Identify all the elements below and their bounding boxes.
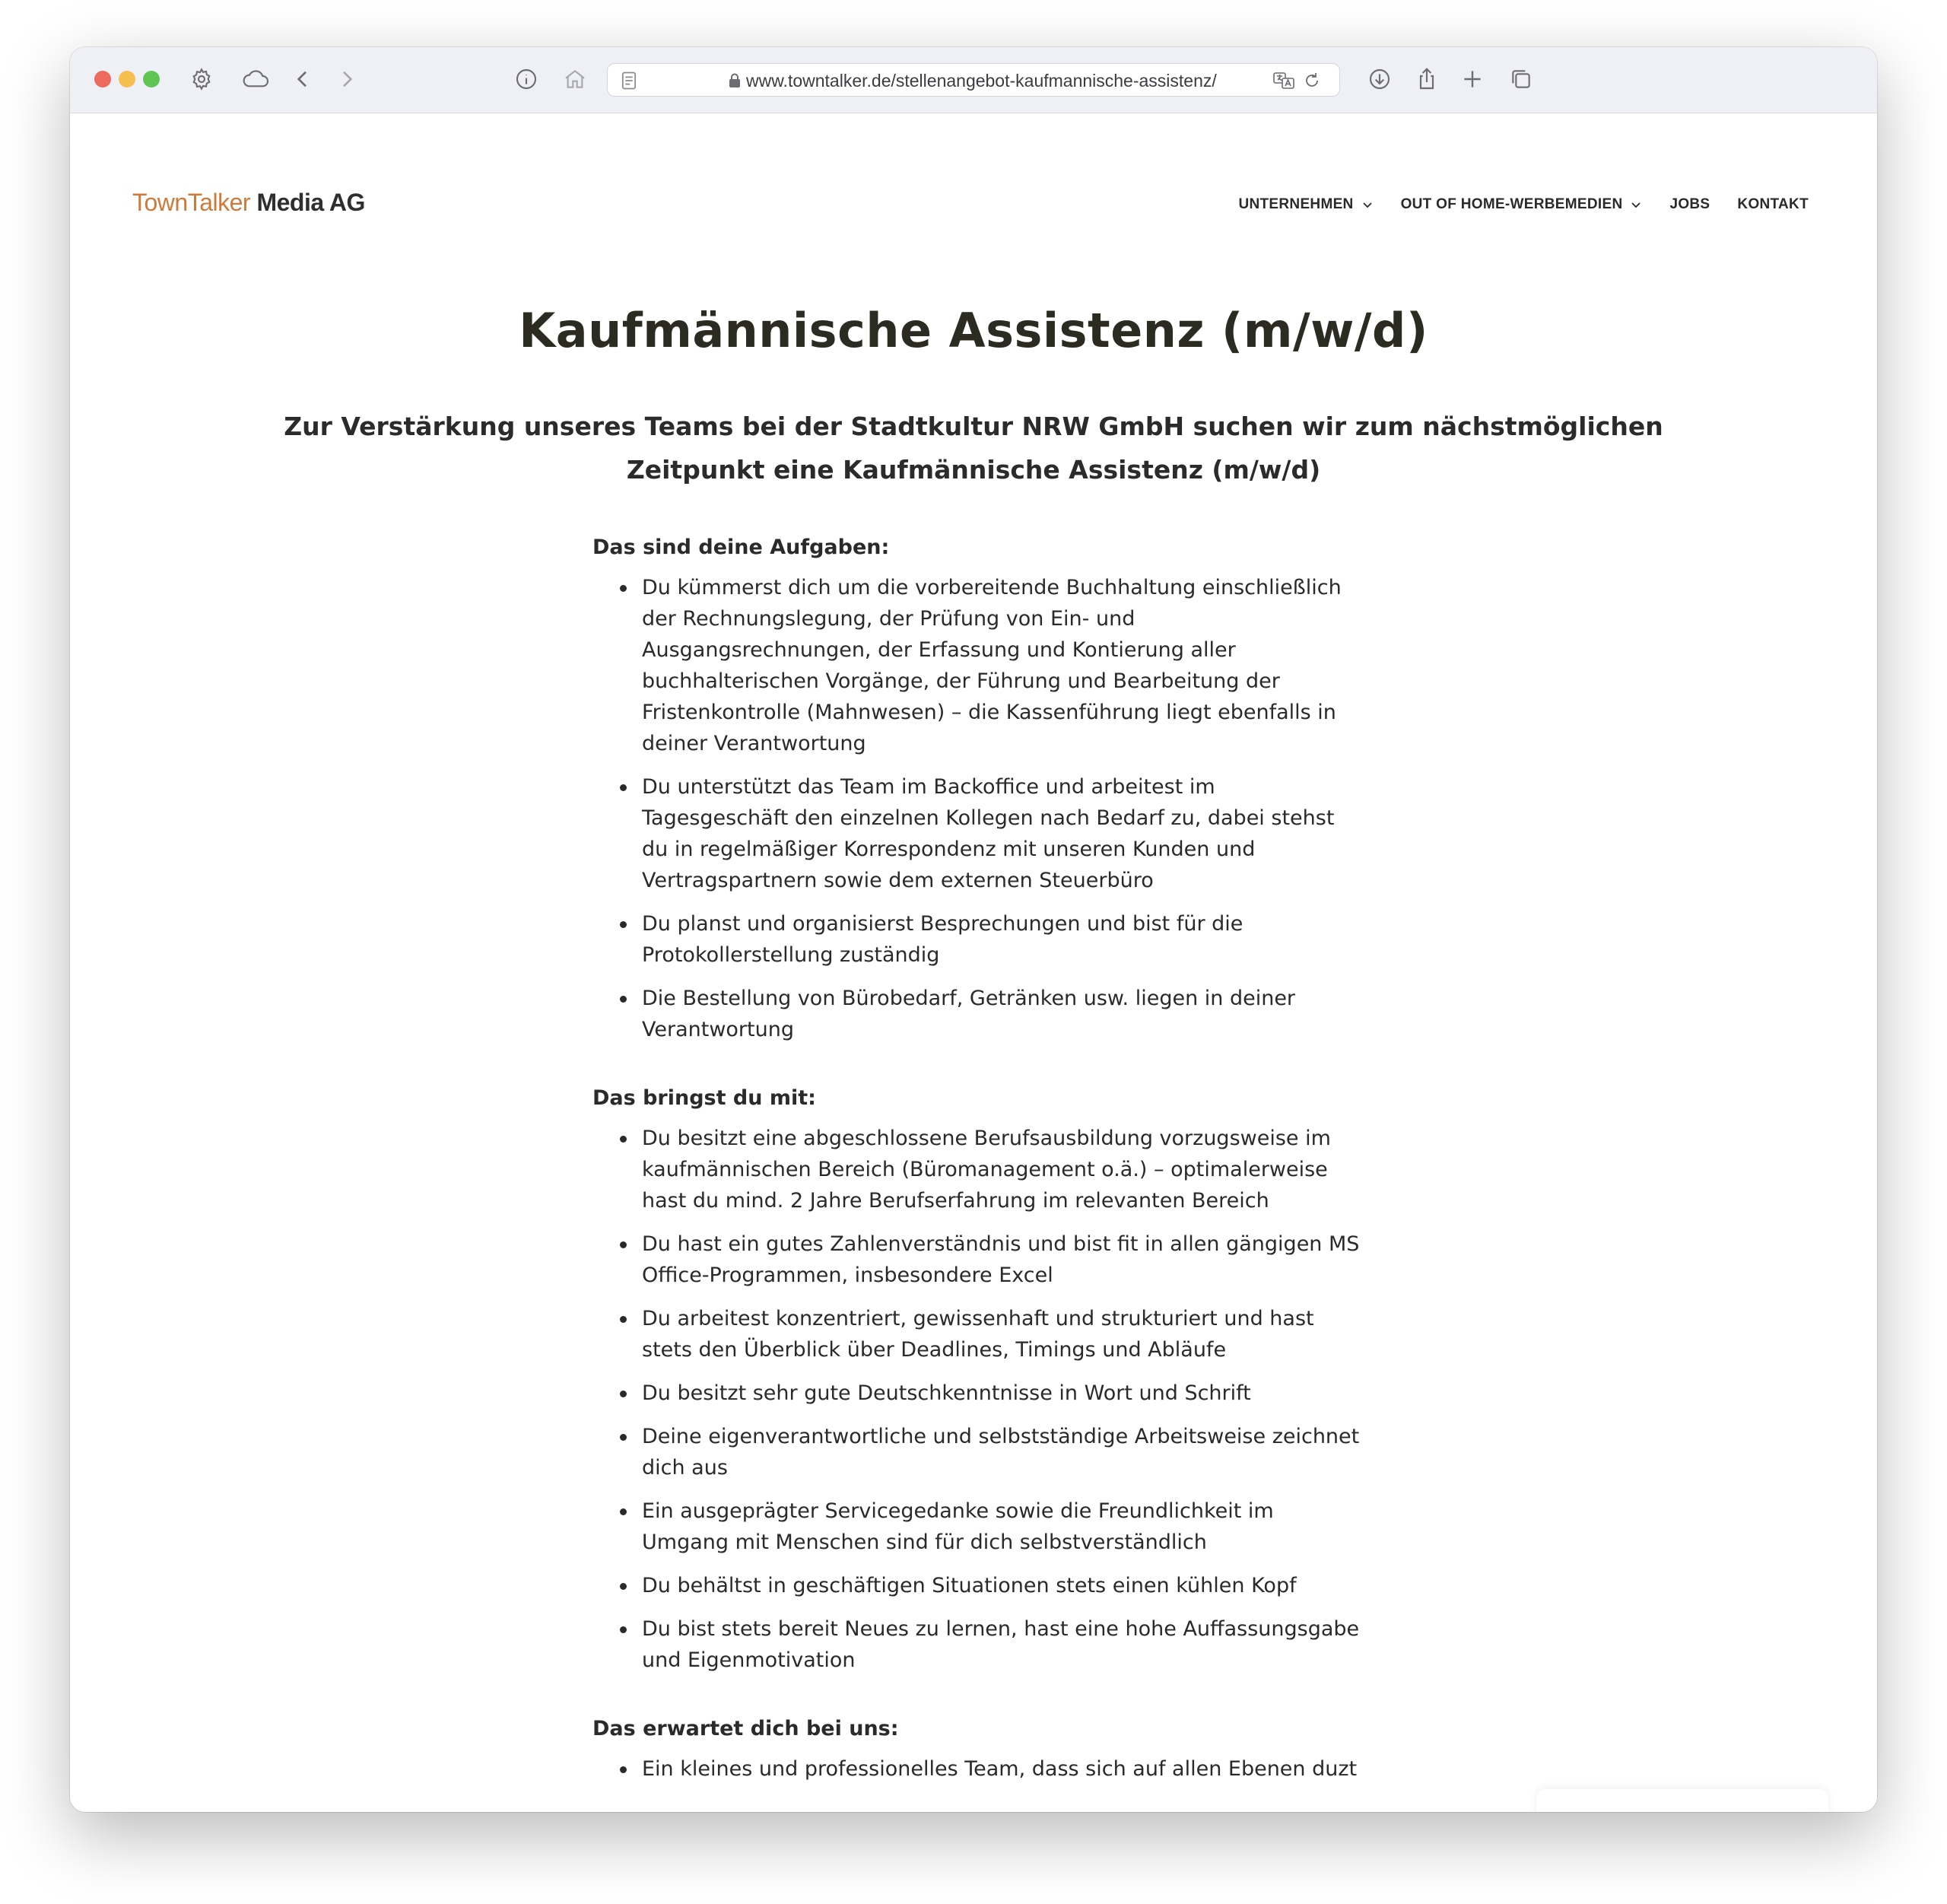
job-description [592,532,1361,1812]
bullet-list [592,1123,1361,1676]
nav-item-jobs[interactable] [1669,196,1710,213]
nav-item-out-of-home-werbemedien[interactable] [1401,196,1643,213]
list-item: Du kümmerst dich um die vorbereitende Buchhaltung einschließlich der Rechnungslegung, der Prüfung von Ein- und Ausgangsrechnungen, der Erfassung und Kontierung aller buchhalterischen Vorgänge, der Führung und Bearbeitung der Fristenkontrolle (Mahnwesen) – die Kassenführung liegt ebenfalls in deiner Verantwortung [592,572,1361,759]
nav-label: UNTERNEHMEN [1238,196,1354,212]
translate-icon[interactable] [1272,71,1295,91]
nav-label: JOBS [1669,196,1710,212]
forward-icon[interactable] [333,65,360,93]
share-icon[interactable] [1413,65,1440,93]
section-heading: Das bringst du mit: [592,1086,816,1110]
url-text[interactable]: www.towntalker.de/stellenangebot-kaufmannische-assistenz/ [746,71,1217,91]
section-requirements [592,1083,1361,1676]
list-item: Ein ausgeprägter Servicegedanke sowie die Freundlichkeit im Umgang mit Menschen sind für dich selbstverständlich [592,1496,1361,1558]
address-bar[interactable] [607,63,1340,97]
floating-widget[interactable] [1536,1789,1828,1812]
list-item: Du bist stets bereit Neues zu lernen, hast eine hohe Auffassungsgabe und Eigenmotivation [592,1613,1361,1676]
nav-item-kontakt[interactable] [1737,196,1809,213]
nav-item-unternehmen[interactable] [1238,196,1373,213]
page-title: Kaufmännische Assistenz (m/w/d) [519,303,1428,358]
list-item: Du besitzt sehr gute Deutschkenntnisse in Wort und Schrift [592,1378,1361,1409]
lock-icon [728,73,742,88]
reload-icon[interactable] [1303,72,1321,90]
settings-icon[interactable] [188,65,215,93]
bullet-list [592,572,1361,1045]
browser-toolbar [70,47,1877,113]
chevron-down-icon [1630,199,1642,211]
list-item: Du planst und organisierst Besprechungen und bist für die Protokollerstellung zuständig [592,908,1361,971]
info-icon[interactable] [513,65,540,93]
new-tab-icon[interactable] [1459,65,1486,93]
tabs-icon[interactable] [1507,65,1535,93]
section-tasks [592,532,1361,1045]
zoom-window-button[interactable] [143,71,160,87]
list-item: Du unterstützt das Team im Backoffice und arbeitest im Tagesgeschäft den einzelnen Kollegen nach Bedarf zu, dabei stehst du in regelmäßiger Korrespondenz mit unseren Kunden und Vertragspartnern sowie dem externen Steuerbüro [592,771,1361,896]
logo-part-towntalker: TownTalker [132,189,251,216]
list-item: Du hast ein gutes Zahlenverständnis und bist fit in allen gängigen MS Office-Programmen, insbesondere Excel [592,1229,1361,1291]
back-icon[interactable] [289,65,316,93]
logo-part-media-ag: Media AG [250,189,365,216]
section-benefits [592,1714,1361,1785]
list-item: Deine eigenverantwortliche und selbstständige Arbeitsweise zeichnet dich aus [592,1421,1361,1483]
bullet-list [592,1753,1361,1785]
nav-label: KONTAKT [1737,196,1809,212]
list-item: Du arbeitest konzentriert, gewissenhaft und strukturiert und hast stets den Überblick über Deadlines, Timings und Abläufe [592,1303,1361,1365]
site-logo[interactable] [132,189,365,217]
page-subtitle: Zur Verstärkung unseres Teams bei der Stadtkultur NRW GmbH suchen wir zum nächstmöglichen Zeitpunkt eine Kaufmännische Assistenz (m/w/d) [284,412,1663,485]
web-page [70,114,1877,1812]
page-icon[interactable] [618,70,640,91]
home-icon[interactable] [561,65,589,93]
section-heading: Das sind deine Aufgaben: [592,536,890,559]
minimize-window-button[interactable] [119,71,135,87]
section-heading: Das erwartet dich bei uns: [592,1717,899,1740]
cloud-icon[interactable] [239,65,272,93]
list-item: Ein kleines und professionelles Team, dass sich auf allen Ebenen duzt [592,1753,1361,1785]
list-item: Du besitzt eine abgeschlossene Berufsausbildung vorzugsweise im kaufmännischen Bereich (Büromanagement o.ä.) – optimalerweise hast du mind. 2 Jahre Berufserfahrung im relevanten Bereich [592,1123,1361,1216]
list-item: Du behältst in geschäftigen Situationen stets einen kühlen Kopf [592,1570,1361,1601]
chevron-down-icon [1361,199,1374,211]
main-navigation [1238,196,1809,213]
nav-label: OUT OF HOME-WERBEMEDIEN [1400,196,1623,212]
browser-window [70,47,1877,1812]
list-item: Die Bestellung von Bürobedarf, Getränken usw. liegen in deiner Verantwortung [592,983,1361,1045]
close-window-button[interactable] [94,71,111,87]
download-icon[interactable] [1366,65,1393,93]
